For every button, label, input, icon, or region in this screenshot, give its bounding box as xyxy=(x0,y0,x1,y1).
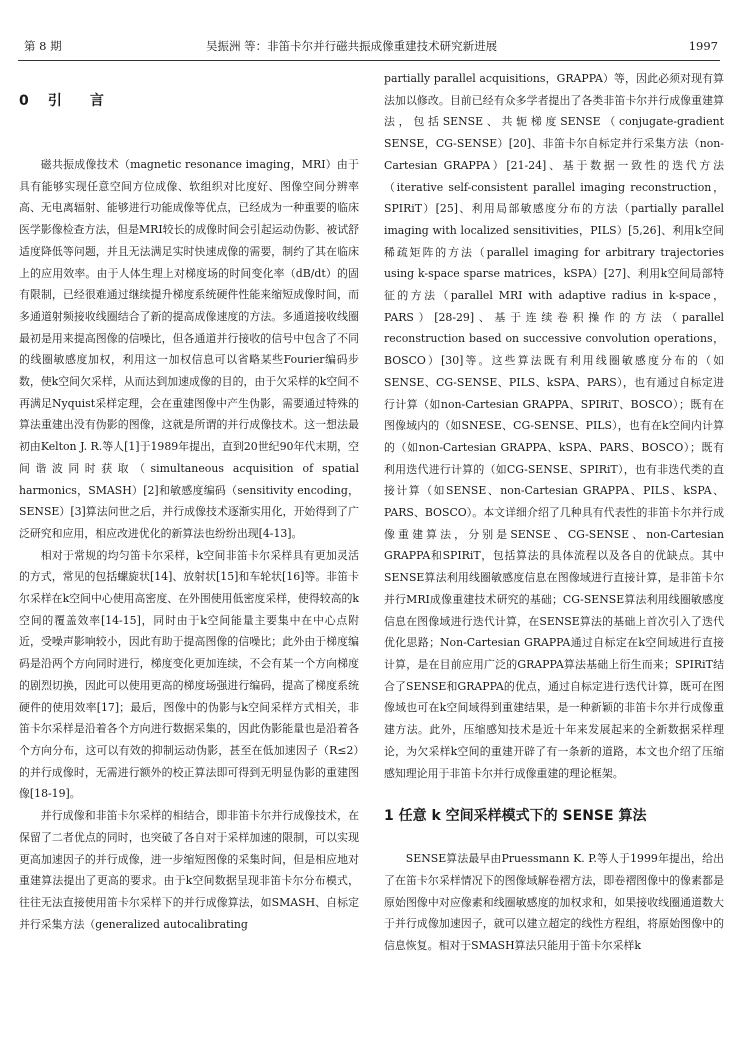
paragraph: SENSE算法最早由Pruessmann K. P.等人于1999年提出，给出了在笛卡尔采样情况下的图像域解卷褶方法，即卷褶图像中的像素都是原始图像中对应像素和线圈敏感度的加权求和，如果接收线圈通道数大于并行成像加速因子，就可以建立超定的线性方程组，将原始图像中的信息恢复。相对于SMASH算法只能用于笛卡尔采样k xyxy=(384,852,724,953)
header-rule xyxy=(18,60,720,61)
paragraph: 相对于常规的均匀笛卡尔采样，k空间非笛卡尔采样具有更加灵活的方式，常见的包括螺旋状[14]、放射状[15]和车轮状[16]等。非笛卡尔采样在k空间中心使用高密度、在外围使用低密度采样，使得较高的k空间的覆盖效率[14-15]，同时由于k空间能量主要集中在中心点附近，受噪声影响较小，因此有助于提高图像的信噪比；此外由于梯度编码是沿两个方向同时进行，梯度变化更加连续，不会有某一个方向梯度的剧烈切换，因此可以使用更高的梯度场强进行编码，提高了梯度系统硬件的使用效率[17]；最后，图像中的伪影与k空间采样方式相关，非笛卡尔采样是沿着各个方向进行数据采集的，因此伪影能量也是沿着各个方向分布，这可以有效的抑制运动伪影，甚至在低加速因子（R≤2）的并行成像时，无需进行额外的校正算法即可得到无明显伪影的重建图像[18-19]。 xyxy=(19,548,359,801)
section-heading-introduction xyxy=(19,88,359,114)
left-column xyxy=(19,68,359,935)
section-heading-sense xyxy=(384,802,724,830)
running-title: 吴振洲 等：非笛卡尔并行磁共振成像重建技术研究新进展 xyxy=(206,39,498,53)
section-title: 任意 k 空间采样模式下的 SENSE 算法 xyxy=(398,808,647,825)
section-title: 引 言 xyxy=(47,93,104,109)
right-column xyxy=(384,68,724,957)
section-number: 1 xyxy=(384,808,394,825)
paragraph: 磁共振成像技术（magnetic resonance imaging，MRI）由于具有能够实现任意空间方位成像、软组织对比度好、图像空间分辨率高、无电离辐射、能够进行功能成像等优点，已经成为一种重要的临床医学影像检查方法，但是MRI较长的成像时间会引起运动伪影、被试舒适度降低等问题，并且无法满足实时快速成像的需要，制约了其在临床上的应用效率。由于人体生理上对梯度场的时间变化率（dB/dt）的固有限制，已经很难通过继续提升梯度系统硬件性能来缩短成像时间，而多通道射频接收线圈结合了新的提高成像速度的方法。多通道接收线圈最初是用来提高图像的信噪比，但各通道并行接收的信号中包含了不同的线圈敏感度加权，利用这一加权信息可以省略某些Fourier编码步数，使k空间欠采样，从而达到加速成像的目的，由于欠采样的k空间不再满足Nyquist采样定理，会在重建图像中产生伪影，需要通过特殊的算法重建出没有伪影的图像，这就是所谓的并行成像技术。这一想法最初由Kelton J. R.等人[1]于1989年提出，直到20世纪90年代末期，空间谐波同时获取（simultaneous acquisition of spatial harmonics，SMASH）[2]和敏感度编码（sensitivity encoding，SENSE）[3]算法问世之后，并行成像技术逐渐实用化，开始得到了广泛研究和应用，相应改进优化的新算法也纷纷出现[4-13]。 xyxy=(19,158,359,540)
running-header xyxy=(24,36,718,56)
paragraph: partially parallel acquisitions，GRAPPA）等，因此必须对现有算法加以修改。目前已经有众多学者提出了各类非笛卡尔并行成像重建算法，包括SENSE、共轭梯度SENSE（conjugate-gradient SENSE，CG-SENSE）[20]、非笛卡尔自标定并行采集方法（non-Cartesian GRAPPA）[21-24]、基于数据一致性的迭代方法（iterative self-consistent parallel imaging reconstruction，SPIRiT）[25]、利用局部敏感度分布的方法（partially parallel imaging with localized sensitivities，PILS）[5,26]、利用k空间稀疏矩阵的方法（parallel imaging for arbitrary trajectories using k-space sparse matrices，kSPA）[27]、利用k空间局部特征的方法（parallel MRI with adaptive radius in k-space，PARS）[28-29]、基于连续卷积操作的方法（parallel reconstruction based on successive convolution operations，BOSCO）[30]等。这些算法既有利用线圈敏感度分布的（如SENSE、CG-SENSE、PILS、kSPA、PARS），也有通过自标定进行计算（如non-Cartesian GRAPPA、SPIRiT、BOSCO）；既有在图像域内的（如SNESE、CG-SENSE、PILS），也有在k空间内计算的（如non-Cartesian GRAPPA、kSPA、PARS、BOSCO）；既有利用迭代进行计算的（如CG-SENSE、SPIRiT），也有非迭代类的直接计算（如SENSE、non-Cartesian GRAPPA、PILS、kSPA、PARS、BOSCO）。本文详细介绍了几种具有代表性的非笛卡尔并行成像重建算法，分别是SENSE、CG-SENSE、non-Cartesian GRAPPA和SPIRiT，包括算法的具体流程以及各自的优缺点。其中SENSE算法利用线圈敏感度信息在图像域进行直接计算，是非笛卡尔并行MRI成像重建技术研究的基础；CG-SENSE算法利用线圈敏感度信息在图像域进行迭代计算，在SENSE算法的基础上首次引入了迭代优化思路；Non-Cartesian GRAPPA通过自标定在k空间域进行直接计算，是在目前应用广泛的GRAPPA算法基础上衍生而来；SPIRiT结合了SENSE和GRAPPA的优点，通过自标定进行迭代计算，既可在图像域也可在k空间域得到重建结果，是一种新颖的非笛卡尔并行成像重建方法。此外，压缩感知技术是近十年来发展起来的全新数据采样理论，为欠采样k空间的重建开辟了有一条新的道路，本文也介绍了压缩感知理论用于非笛卡尔并行成像重建的理论框架。 xyxy=(384,72,724,780)
issue-number: 第 8 期 xyxy=(24,39,62,53)
page-number: 1997 xyxy=(688,39,718,53)
section-number: 0 xyxy=(19,93,29,109)
paragraph: 并行成像和非笛卡尔采样的相结合，即非笛卡尔并行成像技术，在保留了二者优点的同时，也突破了各自对于采样加速的限制，可以实现更高加速因子的并行成像，进一步缩短图像的采集时间，但是相应地对重建算法提出了更高的要求。由于k空间数据呈现非笛卡尔分布模式，往往无法直接使用笛卡尔采样下的并行成像算法，如SMASH、自标定并行采集方法（generalized autocalibrating xyxy=(19,809,359,931)
